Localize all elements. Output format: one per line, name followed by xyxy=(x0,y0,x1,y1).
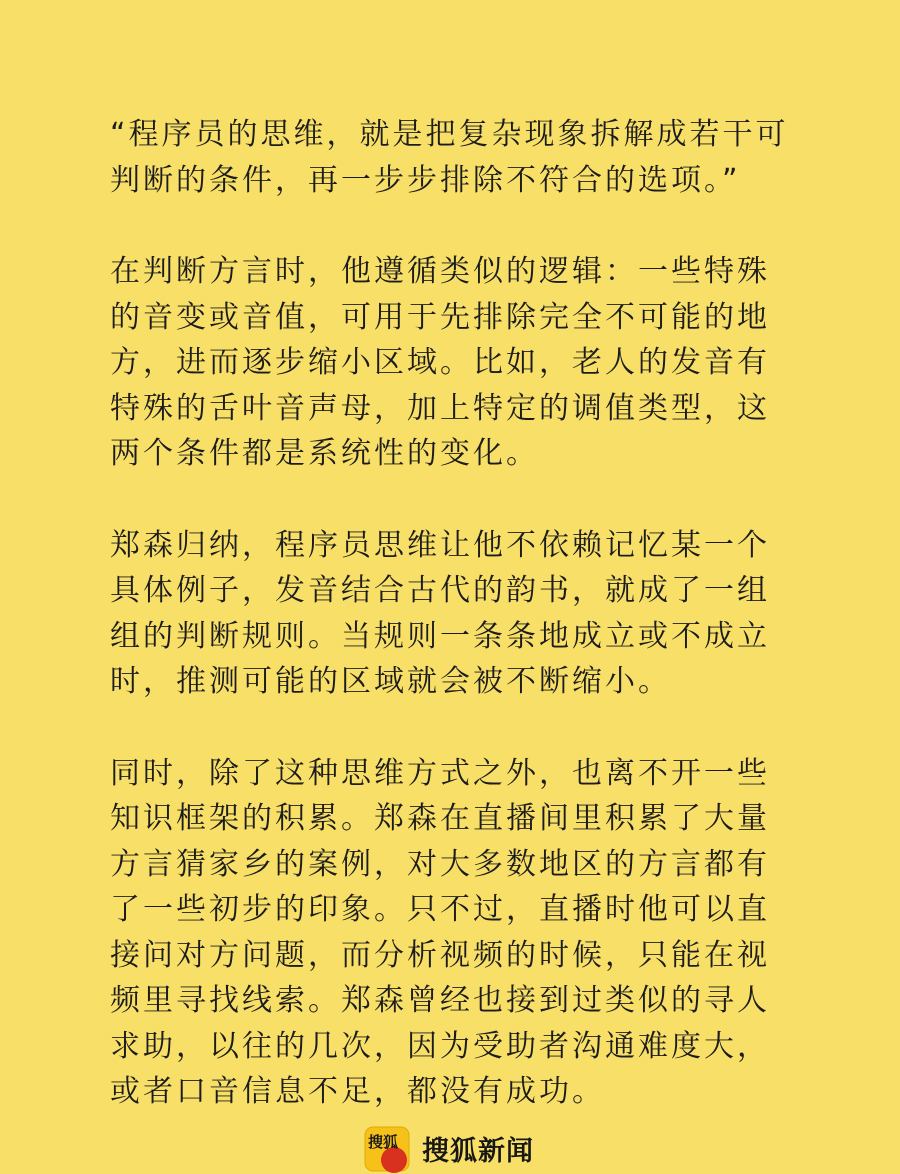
brand-name: 搜狐新闻 xyxy=(422,1136,534,1167)
article-body xyxy=(110,112,800,1161)
article-paragraph-3: 郑森归纳，程序员思维让他不依赖记忆某一个具体例子，发音结合古代的韵书，就成了一组组的判断规则。当规则一条条地成立或不成立时，推测可能的区域就会被不断缩小。 xyxy=(110,527,770,699)
sohu-news-watermark xyxy=(364,1126,534,1170)
article-paragraph-4: 同时，除了这种思维方式之外，也离不开一些知识框架的积累。郑森在直播间里积累了大量方言猜家乡的案例，对大多数地区的方言都有了一些初步的印象。只不过，直播时他可以直接问对方问题，而分析视频的时候，只能在视频里寻找线索。郑森曾经也接到过类似的寻人求助，以往的几次，因为受助者沟通难度大，或者口音信息不足，都没有成功。 xyxy=(110,755,770,1109)
article-paragraph-2: 在判断方言时，他遵循类似的逻辑：一些特殊的音变或音值，可用于先排除完全不可能的地方，进而逐步缩小区域。比如，老人的发音有特殊的舌叶音声母，加上特定的调值类型，这两个条件都是系统性的变化。 xyxy=(110,254,770,471)
sohu-news-logo-icon xyxy=(364,1126,412,1174)
article-paragraph-1: “程序员的思维，就是把复杂现象拆解成若干可判断的条件，再一步步排除不符合的选项。” xyxy=(110,117,789,198)
logo-text: 搜狐 xyxy=(368,1133,399,1151)
